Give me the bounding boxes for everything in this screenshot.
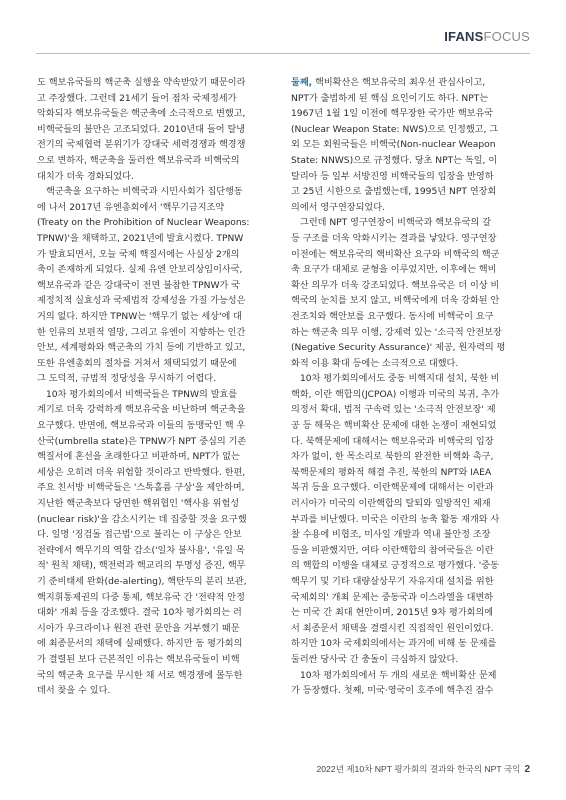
- text-line: 핵국의 눈치를 보지 않고, 비핵국에게 더욱 강화된 안: [291, 296, 500, 307]
- text-line: 안보, 세계평화와 핵군축의 가치 등에 기반하고 있고,: [37, 343, 246, 354]
- text-line: 의 핵합의 이행을 대체로 긍정적으로 평가했다. '중동: [291, 561, 499, 572]
- text-line: 제정치적 실효성과 국제법적 강제성을 가질 가능성은: [37, 296, 246, 307]
- text-line: 핵지휘통제권의 다중 통제, 핵보유국 간 '전략적 안정: [37, 592, 245, 603]
- text-line: 핵보유국과 같은 강대국이 전면 불참한 TPNW가 국: [37, 280, 240, 291]
- text-line: 다. 일명 '징검돌 접근법'으로 불리는 이 구상은 안보: [37, 530, 242, 541]
- text-line: 비핵국들의 불만은 고조되었다. 2010년대 들어 탈냉: [37, 124, 246, 135]
- text-line: (Negative Security Assurance)' 제공, 원자력의 평: [291, 343, 506, 354]
- text-line: 핵무기 및 기타 대량살상무기 자유지대 설치를 위한: [291, 577, 494, 587]
- text-line: 탈리아 등 일부 서방진영 비핵국들의 입장을 반영하: [291, 171, 494, 182]
- section-marker: 둘째,: [291, 78, 313, 88]
- text-line: 둘째, 핵비확산은 핵보유국의 최우선 관심사이고,: [291, 78, 486, 88]
- text-line: 축이 존재하게 되었다. 실제 유엔 안보리상임이사국,: [37, 265, 243, 276]
- text-line: 에 최종문서의 채택에 실패했다. 하지만 동 평가회의: [37, 639, 243, 650]
- text-line: 러시아가 미국의 이란핵합의 탈퇴와 일방적인 제재: [291, 499, 491, 510]
- text-line: 전조치와 핵안보를 요구했다. 동시에 비핵국이 요구: [291, 311, 494, 322]
- text-line: 대화' 개최 등을 강조했다. 결국 10차 평가회의는 러: [37, 608, 242, 619]
- text-line: 의에서 영구연장되었다.: [291, 202, 385, 213]
- text-line: TPNW)'을 채택하고, 2021년에 발효시켰다. TPNW: [37, 233, 244, 244]
- text-line: 가 발효되면서, 오늘 국제 핵질서에는 사실상 2개의: [37, 249, 240, 260]
- text-line: 전기의 국제협력 분위기가 강대국 세력경쟁과 핵경쟁: [37, 140, 246, 151]
- text-line: 축 요구가 대체로 균형을 이루었지만, 이후에는 핵비: [291, 265, 497, 276]
- text-line: 둘러싼 당사국 간 충돌이 극심하지 않았다.: [291, 654, 459, 665]
- text-line: 가 결렬된 보다 근본적인 이유는 핵보유국들이 비핵: [37, 654, 240, 665]
- text-line: 데서 찾을 수 있다.: [37, 686, 111, 697]
- text-line: 의정서 확대, 법적 구속력 있는 '소극적 안전보장' 제: [291, 405, 496, 416]
- text-line: 하지만 10차 국제회의에서는 과거에 비해 동 문제를: [291, 639, 497, 650]
- text-line: 에 나서 2017년 유엔총회에서 '핵무기금지조약: [37, 202, 225, 213]
- text-line: 10차 평가회의에서도 중동 비핵지대 설치, 북한 비: [300, 374, 500, 385]
- text-line: 화적 이용 확대 등에는 소극적으로 대했다.: [291, 358, 459, 369]
- text-line: 1967년 1월 1일 이전에 핵무장한 국가만 핵보유국: [291, 109, 494, 120]
- text-line: 등 구조를 더욱 악화시키는 결과를 낳았다. 영구연장: [291, 233, 497, 244]
- text-line: 10차 평가회의에서 비핵국들은 TPNW의 발효를: [46, 389, 238, 400]
- text-line: (nuclear risk)'을 감소시키는 데 집중할 것을 요구했: [37, 514, 247, 525]
- text-line: 차가 없이, 한 목소리로 북한의 완전한 비핵화 촉구,: [291, 452, 494, 463]
- text-line: 는 미국 간 최대 현안이며, 2015년 9차 평가회의에: [291, 608, 494, 619]
- text-line: 주요 친서방 비핵국들은 '스톡홀름 구상'을 제안하며,: [37, 483, 245, 494]
- text-line: 공 등 해묵은 핵비확산 문제에 대한 논쟁이 재현되었: [291, 421, 497, 432]
- text-line: 그 도덕적, 규범적 정당성을 무시하기 어렵다.: [37, 374, 216, 385]
- text-line: 요구했다. 반면에, 핵보유국과 이들의 동맹국인 핵 우: [37, 421, 246, 432]
- text-line: 국의 핵군축 요구를 무시한 채 서로 핵경쟁에 몰두한: [37, 670, 243, 681]
- text-line: 대치가 더욱 경화되었다.: [37, 171, 134, 182]
- text-line: 고 25년 시한으로 출범했는데, 1995년 NPT 연장회: [291, 187, 497, 198]
- text-line: (Nuclear Weapon State: NWS)으로 인정했고, 그: [291, 124, 499, 135]
- page-footer: [316, 763, 530, 775]
- page-number: 2: [524, 764, 530, 775]
- header-divider: [36, 53, 530, 54]
- text-line: 또한 유엔총회의 절차를 거쳐서 채택되었기 때문에: [37, 358, 237, 369]
- text-line: State: NNWS)으로 규정했다. 당초 NPT는 독일, 이: [291, 155, 498, 166]
- text-line: 악화되자 핵보유국들은 핵군축에 소극적으로 변했고,: [37, 109, 246, 120]
- text-line: 기 준비태세 완화(de-alerting), 핵탄두의 분리 보관,: [37, 577, 247, 587]
- text-line: 서 최종문서 채택을 결렬시킨 직접적인 원인이었다.: [291, 623, 494, 634]
- text-line: 한 인류의 보편적 열망, 그리고 유엔이 지향하는 인간: [37, 327, 246, 338]
- brand-logo: [444, 29, 530, 44]
- text-line: 북핵문제의 평화적 해결 추진, 북한의 NPT와 IAEA: [291, 467, 492, 478]
- text-line: 하는 핵군축 의무 이행, 강제력 있는 '소극적 안전보장: [291, 327, 502, 338]
- text-line: 세상은 오히려 더욱 위험할 것이라고 반박했다. 한편,: [37, 467, 246, 478]
- text-line: 핵화, 이란 핵합의(JCPOA) 이행과 미국의 복귀, 추가: [291, 389, 500, 400]
- text-line: 외 모든 회원국들은 비핵국(Non-nuclear Weapon: [291, 140, 496, 151]
- text-line: NPT가 출범하게 된 핵심 요인이기도 하다. NPT는: [291, 93, 489, 104]
- text-line: 계기로 더욱 강력하게 핵보유국을 비난하며 핵군축을: [37, 405, 246, 416]
- text-line: 국제회의' 개최 문제는 중동국과 이스라엘을 대변하: [291, 592, 494, 603]
- text-line: 지난한 핵군축보다 당면한 핵위협인 '핵사용 위험성: [37, 499, 240, 510]
- text-line: 복귀 등을 요구했다. 이란핵문제에 대해서는 이란과: [291, 483, 494, 494]
- text-line: 핵질서에 혼선을 초래한다고 비판하며, NPT가 없는: [37, 452, 240, 463]
- text-line: 등을 비판했지만, 여타 이란핵합의 참여국들은 이란: [291, 545, 494, 556]
- text-line: 그런데 NPT 영구연장이 비핵국과 핵보유국의 갈: [300, 218, 492, 229]
- text-line: 으로 변하자, 핵군축을 둘러싼 핵보유국과 비핵국의: [37, 155, 240, 166]
- text-line: 부과를 비난했다. 미국은 이란의 농축 활동 재개와 사: [291, 514, 500, 525]
- text-line: 적' 원칙 채택), 핵전력과 핵교리의 투명성 증진, 핵무: [37, 561, 246, 572]
- left-column: [37, 76, 275, 700]
- right-column: [291, 76, 529, 700]
- text-line: 산국(umbrella state)은 TPNW가 NPT 중심의 기존: [37, 436, 247, 447]
- text-line: 10차 평가회의에서 두 개의 새로운 핵비확산 문제: [300, 670, 497, 681]
- brand-bold: IFANS: [444, 29, 484, 44]
- text-line: 시아가 우크라이나 원전 관련 문안을 거부했기 때문: [37, 623, 240, 634]
- brand-light: FOCUS: [483, 29, 530, 44]
- text-line: 이전에는 핵보유국의 핵비확산 요구와 비핵국의 핵군: [291, 249, 500, 260]
- text-line: 도 핵보유국들의 핵군축 실행을 약속받았기 때문이라: [37, 78, 246, 88]
- text-line: 확산 의무가 더욱 강조되었다. 핵보유국은 더 이상 비: [291, 280, 500, 291]
- text-line: 거의 없다. 하지만 TPNW는 '핵무기 없는 세상'에 대: [37, 311, 242, 322]
- text-line: 고 주장했다. 그런데 21세기 들어 점차 국제정세가: [37, 93, 237, 104]
- text-line: 가 등장했다. 첫째, 미국·영국이 호주에 핵추진 잠수: [291, 686, 494, 697]
- footer-title: 2022년 제10차 NPT 평가회의 결과와 한국의 NPT 국익: [316, 764, 521, 774]
- text-line: 핵군축을 요구하는 비핵국과 시민사회가 집단행동: [46, 187, 243, 198]
- text-line: 찰 수용에 비협조, 미사일 개발과 역내 불안정 조장: [291, 530, 491, 541]
- text-line: (Treaty on the Prohibition of Nuclear Weapons:: [37, 218, 250, 229]
- text-line: 다. 북핵문제에 대해서는 핵보유국과 비핵국의 입장: [291, 436, 494, 447]
- text-line: 전략에서 핵무기의 역할 감소('일차 불사용', '유일 목: [37, 545, 245, 556]
